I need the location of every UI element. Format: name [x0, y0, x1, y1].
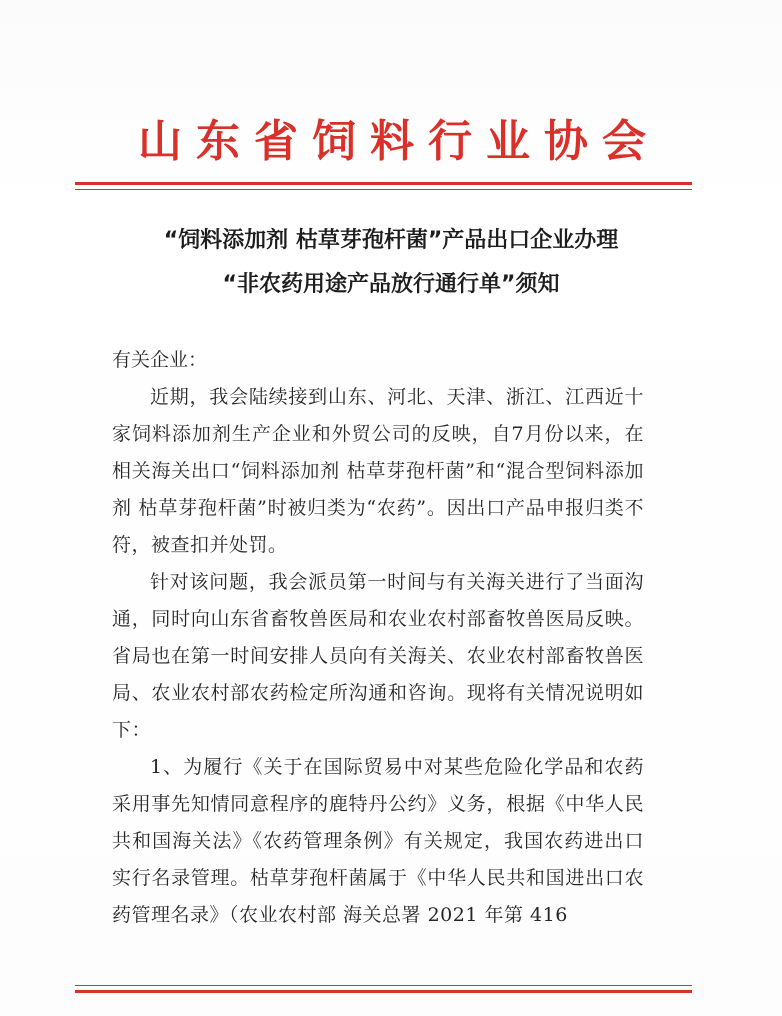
footer-rule-thick [75, 990, 692, 993]
letterhead-rule-thin [75, 189, 692, 190]
document-body [112, 342, 644, 934]
paragraph-2: 针对该问题，我会派员第一时间与有关海关进行了当面沟通，同时向山东省畜牧兽医局和农业农村部畜牧兽医局反映。省局也在第一时间安排人员向有关海关、农业农村部畜牧兽医局、农业农村部农药检定所沟通和咨询。现将有关情况说明如下： [112, 571, 644, 741]
letterhead-org-name: 山东省饲料行业协会 [138, 116, 660, 167]
paragraph-1: 近期，我会陆续接到山东、河北、天津、浙江、江西近十家饲料添加剂生产企业和外贸公司的反映，自7月份以来，在相关海关出口“饲料添加剂 枯草芽孢杆菌”和“混合型饲料添加剂 枯草芽孢杆菌”时被归类为“农药”。因出口产品申报归类不符，被查扣并处罚。 [112, 386, 644, 556]
document-title-line-2: “非农药用途产品放行通行单”须知 [222, 272, 560, 297]
document-title-line-1: “饲料添加剂 枯草芽孢杆菌”产品出口企业办理 [163, 228, 619, 253]
footer-rule-thin [75, 985, 692, 986]
salutation: 有关企业： [112, 349, 208, 371]
paragraph-3: 1、为履行《关于在国际贸易中对某些危险化学品和农药采用事先知情同意程序的鹿特丹公约》义务，根据《中华人民共和国海关法》《农药管理条例》有关规定，我国农药进出口实行名录管理。枯草芽孢杆菌属于《中华人民共和国进出口农药管理名录》（农业农村部 海关总署 2021 年第 416 [112, 756, 644, 926]
letterhead-rule-thick [75, 182, 692, 185]
